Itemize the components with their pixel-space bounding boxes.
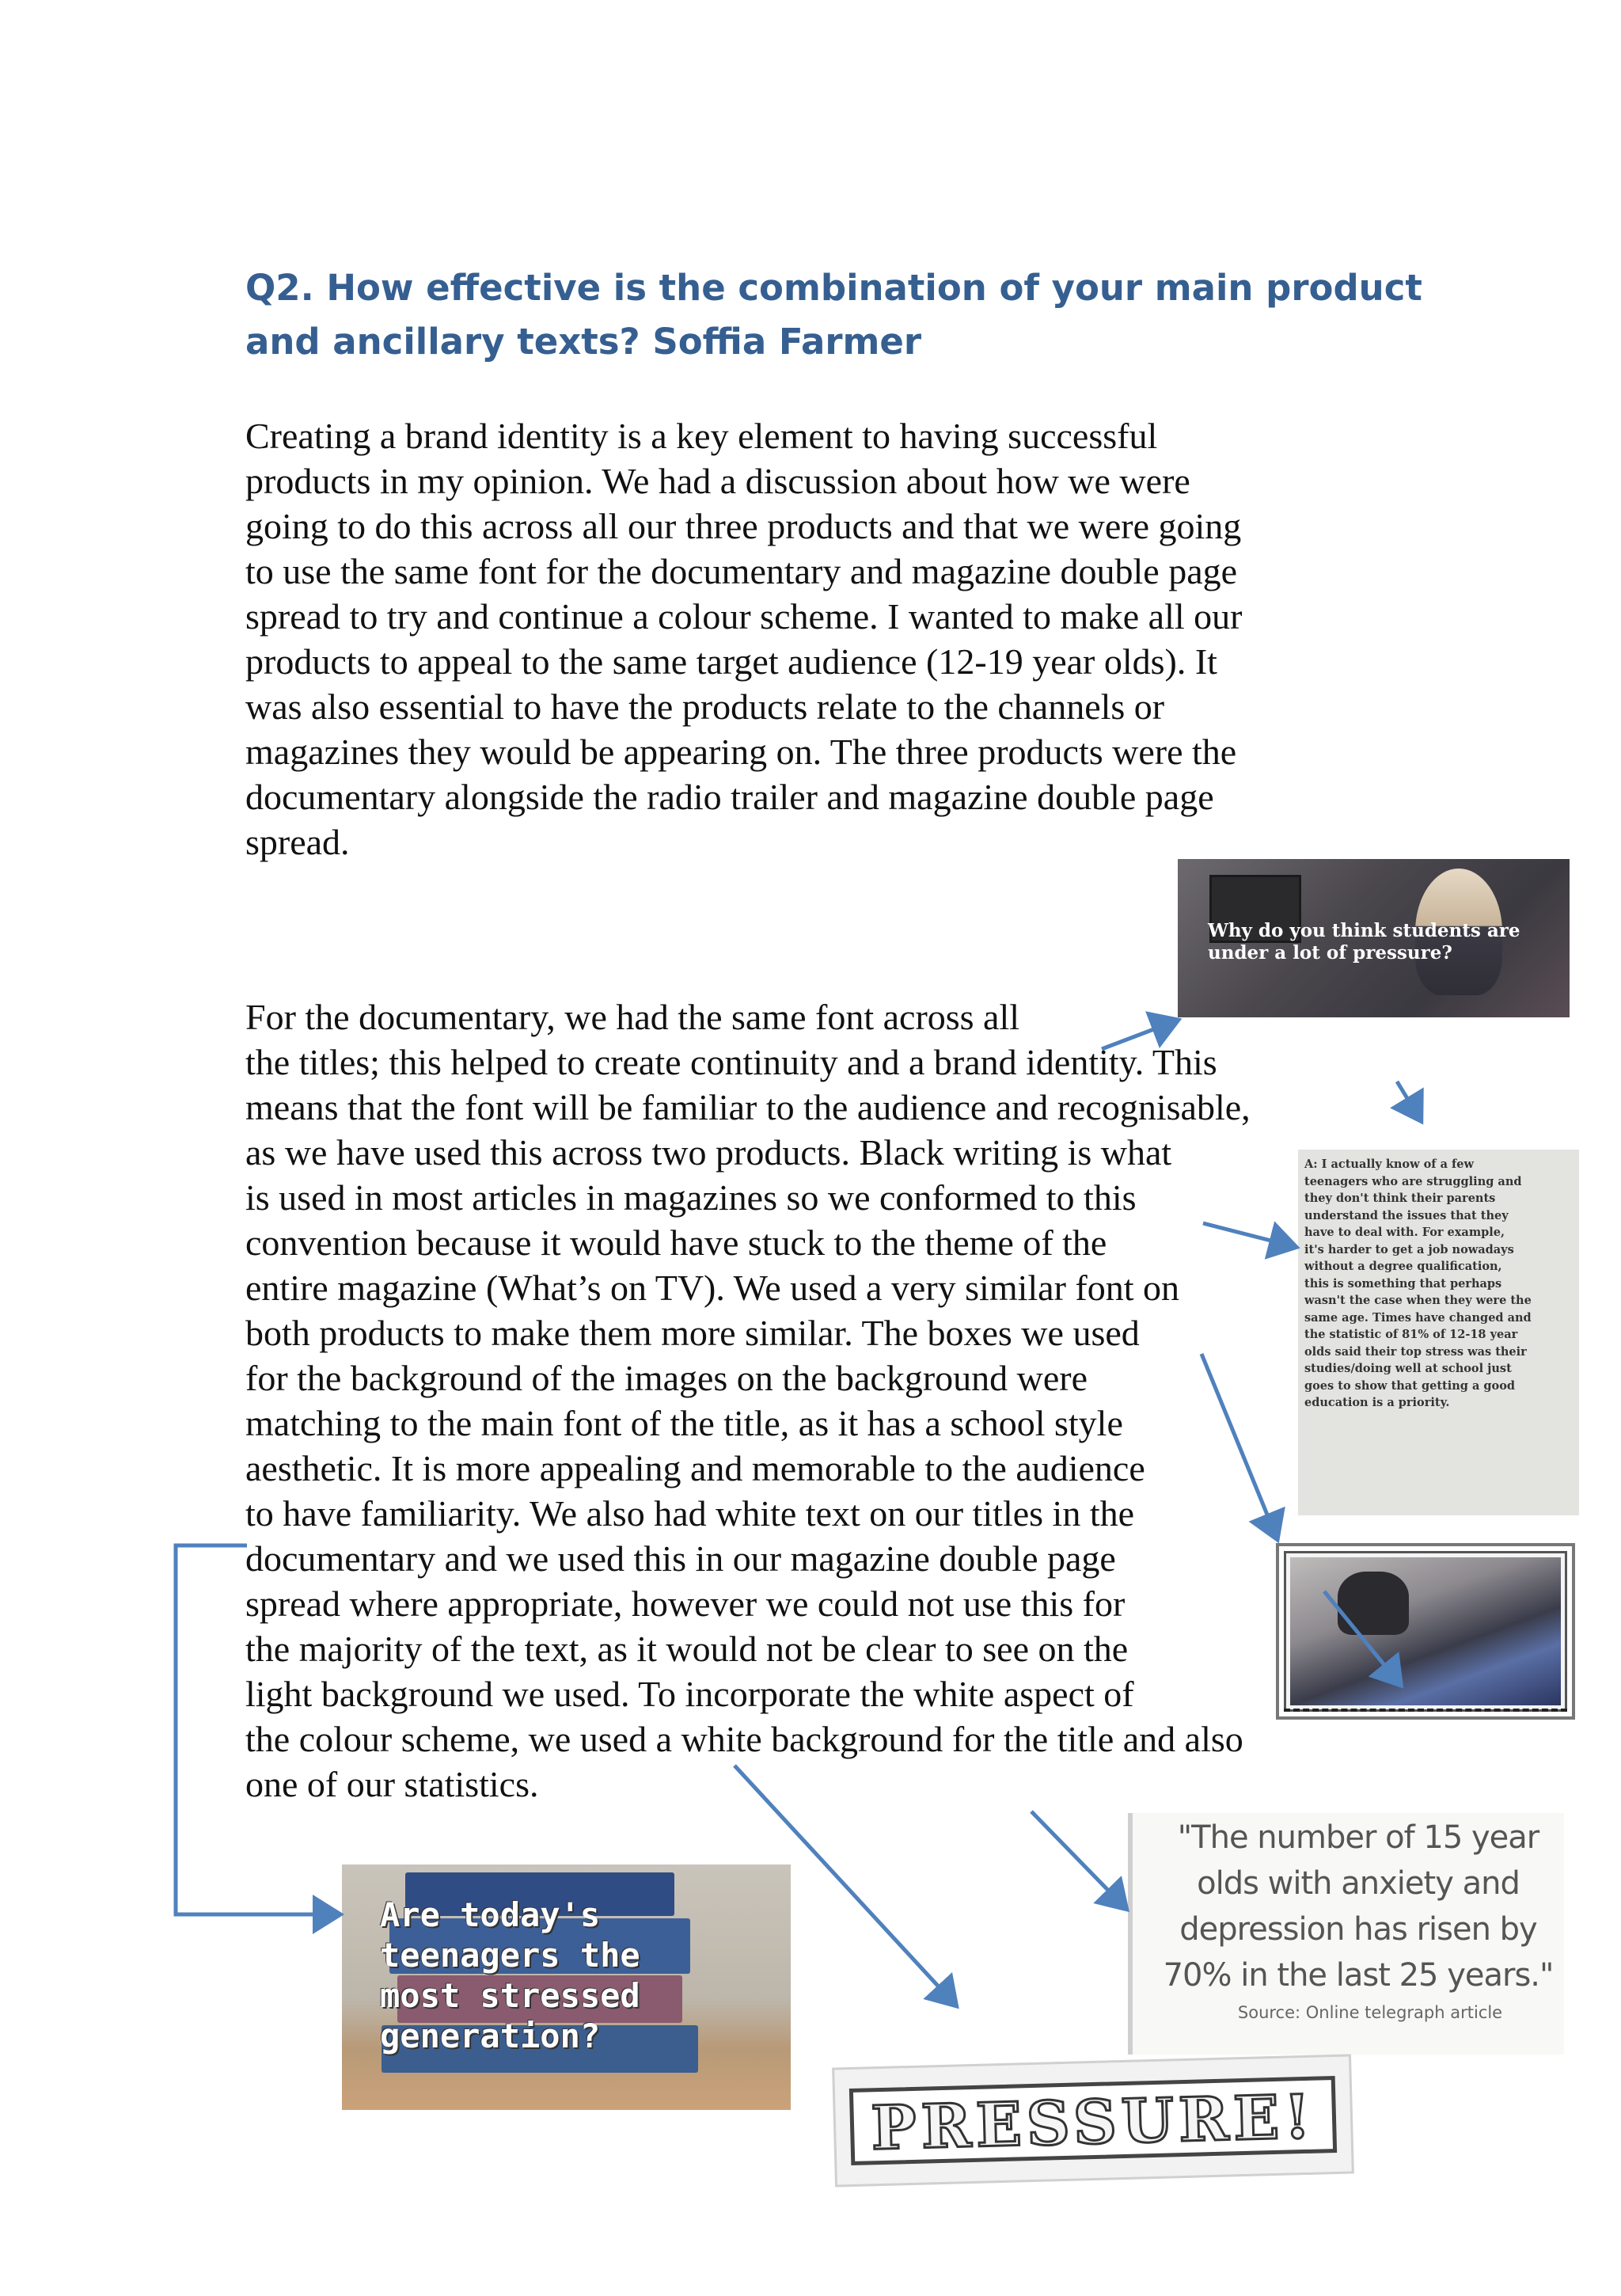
text-line: means that the font will be familiar to the audience and recognisable, xyxy=(245,1087,1251,1127)
text-line: For the documentary, we had the same font across all xyxy=(245,997,1020,1037)
arrow-icon xyxy=(1324,1591,1399,1682)
text-line: going to do this across all our three products and that we were going xyxy=(245,506,1242,546)
arrow-icon xyxy=(735,1766,954,2003)
arrow-icon xyxy=(1397,1081,1419,1118)
article-line: goes to show that getting a good xyxy=(1304,1378,1516,1393)
text-line: Creating a brand identity is a key element to having successful xyxy=(245,416,1158,456)
arrow-icon xyxy=(1031,1811,1124,1906)
arrow-icon xyxy=(176,1545,336,1914)
text-line: for the background of the images on the background were xyxy=(245,1358,1088,1398)
arrow-icon xyxy=(1102,1021,1175,1049)
article-line: it's harder to get a job nowadays xyxy=(1304,1242,1514,1256)
text-line: spread. xyxy=(245,822,350,862)
arrow-icon xyxy=(1203,1223,1293,1246)
text-line: magazines they would be appearing on. The three products were the xyxy=(245,732,1237,772)
text-line: both products to make them more similar. The boxes we used xyxy=(245,1313,1140,1353)
article-line: this is something that perhaps xyxy=(1304,1276,1502,1291)
pressure-word: PRESSURE! xyxy=(870,2081,1316,2164)
article-line: without a degree qualification, xyxy=(1304,1260,1502,1273)
text-line: as we have used this across two products. Black writing is what xyxy=(245,1132,1172,1173)
text-line: spread where appropriate, however we could not use this for xyxy=(245,1583,1126,1624)
headline-line: teenagers the xyxy=(380,1936,640,1975)
text-line: the colour scheme, we used a white background for the title and also xyxy=(245,1719,1243,1759)
article-line: understand the issues that they xyxy=(1304,1208,1509,1222)
article-line: wasn't the case when they were the xyxy=(1304,1294,1532,1307)
article-line: teenagers who are struggling and xyxy=(1304,1174,1522,1188)
article-line: same age. Times have changed and xyxy=(1304,1310,1532,1325)
text-line: the titles; this helped to create continuity and a brand identity. This xyxy=(245,1042,1217,1082)
headline-line: most stressed xyxy=(380,1976,640,2015)
article-line: education is a priority. xyxy=(1304,1396,1450,1409)
arrow-icon xyxy=(1202,1354,1276,1536)
text-line: products in my opinion. We had a discussion about how we were xyxy=(245,461,1190,501)
article-line: studies/doing well at school just xyxy=(1304,1362,1512,1375)
text-line: to use the same font for the documentary and magazine double page xyxy=(245,551,1238,591)
text-line: convention because it would have stuck to the theme of the xyxy=(245,1222,1107,1263)
text-line: one of our statistics. xyxy=(245,1764,539,1804)
article-line: have to deal with. For example, xyxy=(1304,1226,1505,1239)
quote-source: Source: Online telegraph article xyxy=(1237,2003,1503,2022)
text-line: to have familiarity. We also had white text on our titles in the xyxy=(245,1493,1135,1534)
text-line: light background we used. To incorporate the white aspect of xyxy=(245,1674,1134,1714)
text-line: documentary alongside the radio trailer and magazine double page xyxy=(245,777,1214,817)
article-line: olds said their top stress was their xyxy=(1304,1344,1527,1359)
text-line: is used in most articles in magazines so we conformed to this xyxy=(245,1177,1137,1218)
text-line: was also essential to have the products relate to the channels or xyxy=(245,686,1165,727)
text-line: matching to the main font of the title, as it has a school style xyxy=(245,1403,1123,1443)
text-line: documentary and we used this in our magazine double page xyxy=(245,1538,1116,1579)
article-line: the statistic of 81% of 12-18 year xyxy=(1304,1328,1518,1341)
interview-caption: Why do you think students are under a lot of pressure? xyxy=(1208,920,1520,964)
quote-text: "The number of 15 year olds with anxiety and depression has risen by 70% in the last 25 years." xyxy=(1163,1819,1554,1994)
title-line-2: and ancillary texts? Soffia Farmer xyxy=(245,321,922,363)
text-line: aesthetic. It is more appealing and memorable to the audience xyxy=(245,1448,1145,1488)
article-line: A: I actually know of a few xyxy=(1304,1158,1474,1171)
title-line-1: Q2. How effective is the combination of your main product xyxy=(245,267,1422,309)
article-line: they don't think their parents xyxy=(1304,1192,1496,1205)
text-line: entire magazine (What’s on TV). We used a very similar font on xyxy=(245,1268,1180,1308)
text-line: spread to try and continue a colour scheme. I wanted to make all our xyxy=(245,596,1243,637)
text-line: the majority of the text, as it would not be clear to see on the xyxy=(245,1629,1129,1669)
headline-line: Are today's xyxy=(380,1895,601,1934)
headline-line: generation? xyxy=(380,2017,601,2055)
text-line: products to appeal to the same target audience (12-19 year olds). It xyxy=(245,641,1217,682)
